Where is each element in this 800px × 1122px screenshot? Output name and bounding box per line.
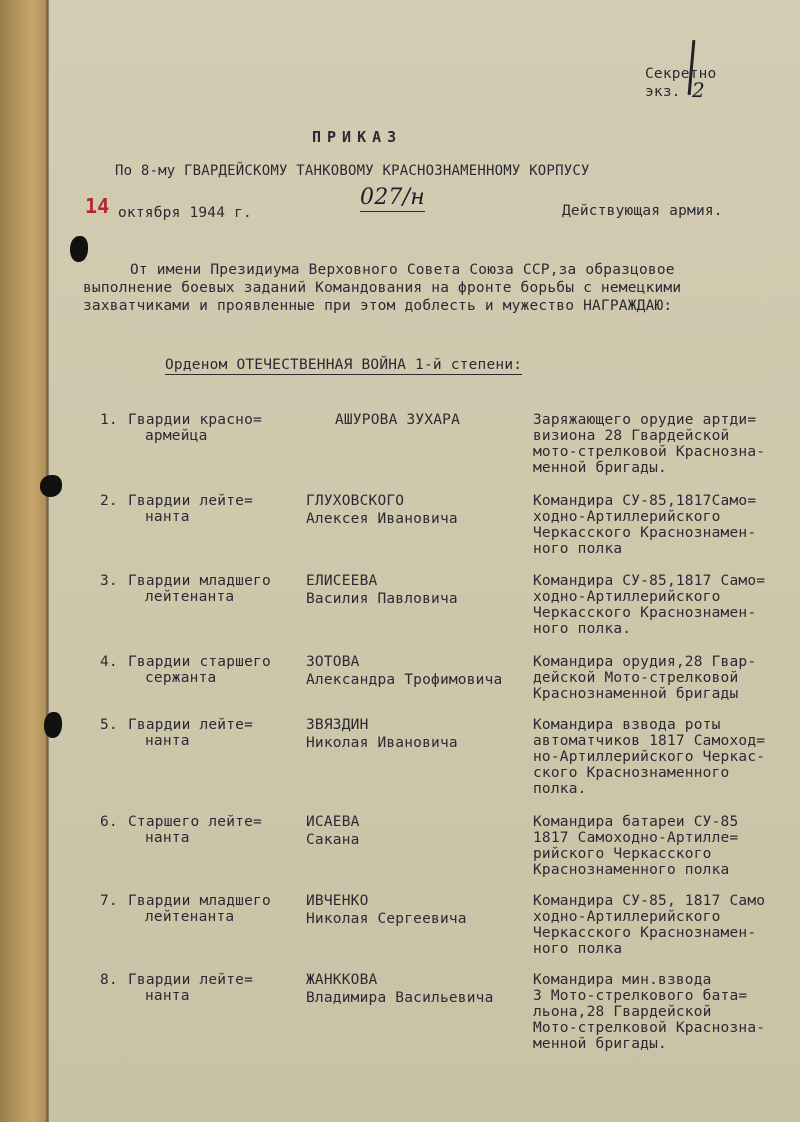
entry-number: 5. — [100, 717, 118, 733]
entry-rank: армейца — [145, 428, 208, 444]
entry-name: Николая Сергеевича — [306, 911, 467, 927]
entry-post: Краснознаменного полка — [533, 862, 730, 878]
place: Действующая армия. — [562, 203, 723, 219]
copy-label: экз. — [645, 84, 681, 100]
entry-name: ГЛУХОВСКОГО — [306, 493, 405, 509]
secrecy-label: Секретно — [645, 66, 717, 82]
entry-name: ЗОТОВА — [306, 654, 360, 670]
entry-rank: нанта — [145, 830, 190, 846]
entry-post: рийского Черкасского — [533, 846, 712, 862]
order-number: 027/н — [360, 185, 425, 210]
preamble-line: От имени Президиума Верховного Совета Союза ССР,за образцовое — [130, 262, 675, 278]
entry-post: менной бригады. — [533, 460, 667, 476]
preamble-line: захватчиками и проявленные при этом доблесть и мужество НАГРАЖДАЮ: — [83, 298, 673, 314]
entry-post: ного полка — [533, 941, 623, 957]
entry-rank: Гвардии красно= — [128, 412, 262, 428]
entry-post: льона,28 Гвардейской — [533, 1004, 712, 1020]
entry-post: но-Артиллерийского Черкас- — [533, 749, 766, 765]
entry-post: Командира СУ-85, 1817 Само — [533, 893, 766, 909]
entry-rank: Гвардии лейте= — [128, 717, 254, 733]
document-subtitle: По 8-му ГВАРДЕЙСКОМУ ТАНКОВОМУ КРАСНОЗНАМЕННОМУ КОРПУСУ — [115, 163, 590, 179]
entry-number: 6. — [100, 814, 118, 830]
entry-name: Николая Ивановича — [306, 735, 458, 751]
entry-name: ИВЧЕНКО — [306, 893, 369, 909]
entry-post: Командира взвода роты — [533, 717, 721, 733]
entry-name: Сакана — [306, 832, 360, 848]
entry-post: ходно-Артиллерийского — [533, 509, 721, 525]
entry-post: автоматчиков 1817 Самоход= — [533, 733, 766, 749]
entry-rank: лейтенанта — [145, 909, 235, 925]
entry-rank: нанта — [145, 988, 190, 1004]
entry-post: Командира орудия,28 Гвар- — [533, 654, 757, 670]
entry-post: Мото-стрелковой Краснозна- — [533, 1020, 766, 1036]
entry-rank: Гвардии старшего — [128, 654, 271, 670]
award-heading: Орденом ОТЕЧЕСТВЕННАЯ ВОЙНА 1-й степени: — [165, 357, 523, 373]
entry-rank: Гвардии младшего — [128, 573, 271, 589]
entry-post: Командира батареи СУ-85 — [533, 814, 739, 830]
entry-post: 3 Мото-стрелкового бата= — [533, 988, 748, 1004]
copy-number: 2 — [692, 78, 705, 102]
entry-rank: Гвардии лейте= — [128, 493, 254, 509]
entry-name: Василия Павловича — [306, 591, 458, 607]
entry-post: полка. — [533, 781, 587, 797]
entry-name: Алексея Ивановича — [306, 511, 458, 527]
entry-name: ЕЛИСЕЕВА — [306, 573, 378, 589]
entry-number: 8. — [100, 972, 118, 988]
punch-hole — [44, 712, 62, 738]
entry-name: Владимира Васильевича — [306, 990, 494, 1006]
date-day: 14 — [85, 194, 110, 218]
entry-post: Заряжающего орудие артди= — [533, 412, 757, 428]
entry-post: менной бригады. — [533, 1036, 667, 1052]
entry-name: ЗВЯЗДИН — [306, 717, 369, 733]
entry-post: Черкасского Краснознамен- — [533, 525, 757, 541]
entry-post: ходно-Артиллерийского — [533, 589, 721, 605]
entry-rank: нанта — [145, 509, 190, 525]
document-title: ПРИКАЗ — [312, 128, 403, 146]
entry-post: ходно-Артиллерийского — [533, 909, 721, 925]
entry-name: ЖАНККОВА — [306, 972, 378, 988]
entry-name: АШУРОВА ЗУХАРА — [335, 412, 461, 428]
entry-post: 1817 Самоходно-Артилле= — [533, 830, 739, 846]
entry-post: визиона 28 Гвардейской — [533, 428, 730, 444]
entry-rank: лейтенанта — [145, 589, 235, 605]
preamble-line: выполнение боевых заданий Командования на фронте борьбы с немецкими — [83, 280, 682, 296]
entry-post: ного полка. — [533, 621, 632, 637]
entry-post: Черкасского Краснознамен- — [533, 605, 757, 621]
entry-post: мото-стрелковой Краснозна- — [533, 444, 766, 460]
entry-post: Командира мин.взвода — [533, 972, 712, 988]
entry-post: дейской Мото-стрелковой — [533, 670, 739, 686]
entry-rank: Гвардии лейте= — [128, 972, 254, 988]
entry-post: Краснознаменной бригады — [533, 686, 739, 702]
entry-number: 3. — [100, 573, 118, 589]
entry-post: Командира СУ-85,1817 Само= — [533, 573, 766, 589]
entry-name: ИСАЕВА — [306, 814, 360, 830]
punch-hole — [70, 236, 88, 262]
date-text: октября 1944 г. — [118, 205, 252, 221]
entry-number: 2. — [100, 493, 118, 509]
entry-post: ного полка — [533, 541, 623, 557]
entry-number: 7. — [100, 893, 118, 909]
entry-rank: Старшего лейте= — [128, 814, 262, 830]
punch-hole — [40, 475, 62, 497]
entry-post: Черкасского Краснознамен- — [533, 925, 757, 941]
binding-strip — [0, 0, 48, 1122]
entry-number: 4. — [100, 654, 118, 670]
entry-post: ского Краснознаменного — [533, 765, 730, 781]
entry-rank: сержанта — [145, 670, 217, 686]
entry-post: Командира СУ-85,1817Само= — [533, 493, 757, 509]
entry-rank: нанта — [145, 733, 190, 749]
entry-name: Александра Трофимовича — [306, 672, 503, 688]
entry-number: 1. — [100, 412, 118, 428]
entry-rank: Гвардии младшего — [128, 893, 271, 909]
